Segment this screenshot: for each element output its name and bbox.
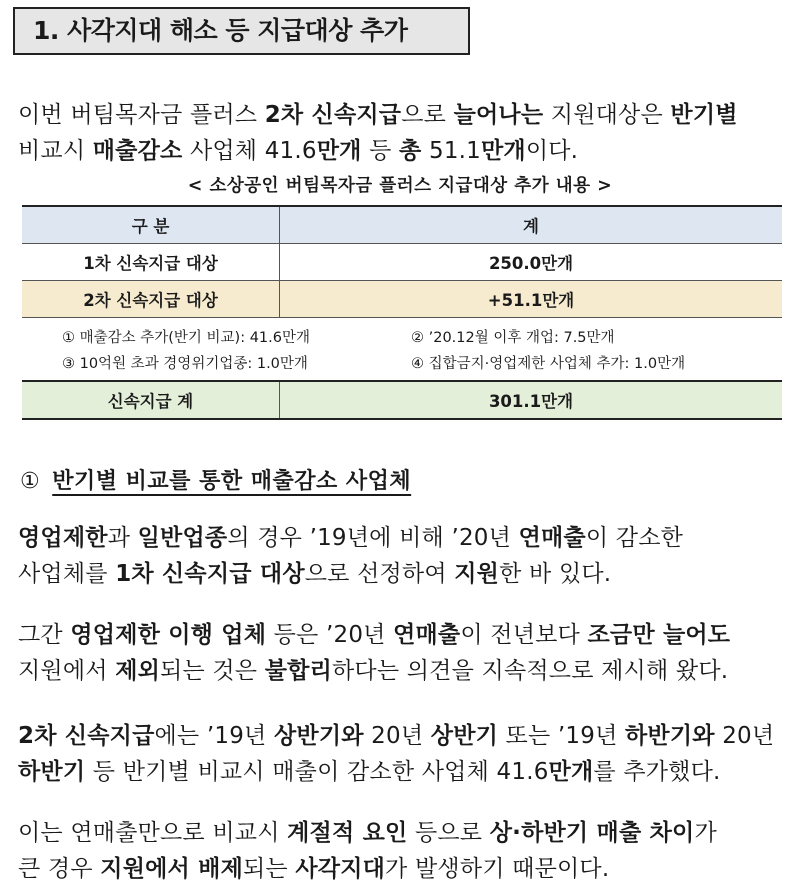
- bold-text: 상반기와: [273, 723, 364, 749]
- table-total-row: [22, 381, 782, 419]
- text: 사업체를: [18, 561, 116, 587]
- text-line: [18, 754, 788, 790]
- text-line: [18, 653, 788, 689]
- text: 한 바 있다.: [499, 561, 612, 587]
- text: 사업체 41.6: [182, 138, 317, 164]
- body-paragraph: [18, 815, 788, 887]
- bold-text: 총: [399, 138, 422, 164]
- text: 또는 ’19년: [498, 723, 626, 749]
- text: 되는 것은: [160, 658, 265, 684]
- text: 과: [107, 525, 138, 551]
- text: 등은 ’20년: [266, 622, 394, 648]
- bold-text: 1차 신속지급 대상: [115, 561, 305, 587]
- text: 의 경우 ’19년에 비해 ’20년: [227, 525, 519, 551]
- text: 으로: [401, 102, 454, 128]
- text: 20년: [714, 723, 775, 749]
- table-notes-row: [22, 318, 782, 382]
- text: 그간: [18, 622, 71, 648]
- text: 등: [361, 138, 400, 164]
- text: 20년: [363, 723, 431, 749]
- text: 큰 경우: [18, 856, 101, 882]
- body-paragraph: [18, 520, 788, 592]
- text: 이번 버팀목자금 플러스: [18, 102, 265, 128]
- bold-text: 늘어나는: [453, 102, 544, 128]
- note-item: ④ 집합금지·영업제한 사업체 추가: 1.0만개: [411, 356, 686, 372]
- text: 등 반기별 비교시 매출이 감소한 사업체 41.6: [85, 759, 549, 785]
- note-item: ③ 10억원 초과 경영위기업종: 1.0만개: [62, 356, 308, 372]
- text-line: [18, 97, 788, 133]
- row-value: 250.0만개: [280, 244, 783, 281]
- text: 51.1: [421, 138, 481, 164]
- text: 으로 선정하여: [304, 561, 455, 587]
- text: 되는: [243, 856, 296, 882]
- total-label: 신속지급 계: [22, 381, 280, 419]
- subsection-title-text: 반기별 비교를 통한 매출감소 사업체: [52, 469, 412, 494]
- note-item: ② ’20.12월 이후 개업: 7.5만개: [411, 330, 615, 346]
- bold-text: 2차 신속지급: [18, 723, 155, 749]
- text: 가 발생하기 때문이다.: [385, 856, 610, 882]
- text-line: [18, 133, 788, 169]
- text: 지원대상은: [543, 102, 671, 128]
- bold-text: 연매출: [393, 622, 461, 648]
- bold-text: 만개: [316, 138, 362, 164]
- text: 이 감소한: [585, 525, 684, 551]
- bold-text: 영업제한: [18, 525, 108, 551]
- note-item: ① 매출감소 추가(반기 비교): 41.6만개: [62, 330, 311, 346]
- bold-text: 불합리: [264, 658, 332, 684]
- text: 등으로: [407, 820, 490, 846]
- bold-text: 영업제한 이행 업체: [70, 622, 267, 648]
- intro-paragraph: [18, 97, 788, 169]
- bold-text: 지원에서 배제: [100, 856, 243, 882]
- bold-text: 사각지대: [295, 856, 386, 882]
- text-line: [18, 815, 788, 851]
- text: 가: [694, 820, 717, 846]
- bold-text: 계절적 요인: [287, 820, 408, 846]
- text: 이 전년보다: [460, 622, 588, 648]
- total-value: 301.1만개: [280, 381, 783, 419]
- text: 를 추가했다.: [593, 759, 721, 785]
- bold-text: 만개: [548, 759, 594, 785]
- table-row: [22, 244, 782, 281]
- section-heading: [13, 7, 470, 55]
- text: 이는 연매출만으로 비교시: [18, 820, 288, 846]
- bold-text: 제외: [115, 658, 161, 684]
- subsection-number: ①: [20, 469, 41, 494]
- section-heading-text: 1. 사각지대 해소 등 지급대상 추가: [33, 16, 408, 45]
- bold-text: 만개: [481, 138, 526, 164]
- bold-text: 하반기와: [625, 723, 715, 749]
- table-header-category: 구 분: [22, 206, 280, 244]
- text-line: [18, 851, 788, 887]
- text-line: [18, 556, 788, 592]
- row-value: +51.1만개: [280, 281, 783, 318]
- text-line: [18, 718, 788, 754]
- row-label: 2차 신속지급 대상: [22, 281, 280, 318]
- bold-text: 지원: [454, 561, 500, 587]
- subsection-title: [20, 464, 411, 495]
- notes-cell: [22, 318, 782, 382]
- text: 지원에서: [18, 658, 116, 684]
- table-header-row: [22, 206, 782, 244]
- text: 이다.: [525, 138, 579, 164]
- table-header-total: 계: [280, 206, 783, 244]
- text-line: [18, 520, 788, 556]
- text: 하다는 의견을 지속적으로 제시해 왔다.: [332, 658, 729, 684]
- table-row: [22, 281, 782, 318]
- row-label: 1차 신속지급 대상: [22, 244, 280, 281]
- table-caption: < 소상공인 버팀목자금 플러스 지급대상 추가 내용 >: [187, 176, 613, 196]
- bold-text: 상반기: [430, 723, 499, 749]
- bold-text: 반기별: [670, 102, 738, 128]
- bold-text: 일반업종: [137, 525, 228, 551]
- bold-text: 2차 신속지급: [264, 102, 402, 128]
- bold-text: 하반기: [18, 759, 86, 785]
- text: 에는 ’19년: [154, 723, 274, 749]
- text-line: [18, 617, 788, 653]
- bold-text: 조금만 늘어도: [587, 622, 731, 648]
- body-paragraph: [18, 617, 788, 689]
- body-paragraph: [18, 718, 788, 790]
- bold-text: 상·하반기 매출 차이: [489, 820, 695, 846]
- bold-text: 매출감소: [92, 138, 183, 164]
- text: 비교시: [18, 138, 93, 164]
- support-target-table: [22, 205, 782, 420]
- bold-text: 연매출: [518, 525, 586, 551]
